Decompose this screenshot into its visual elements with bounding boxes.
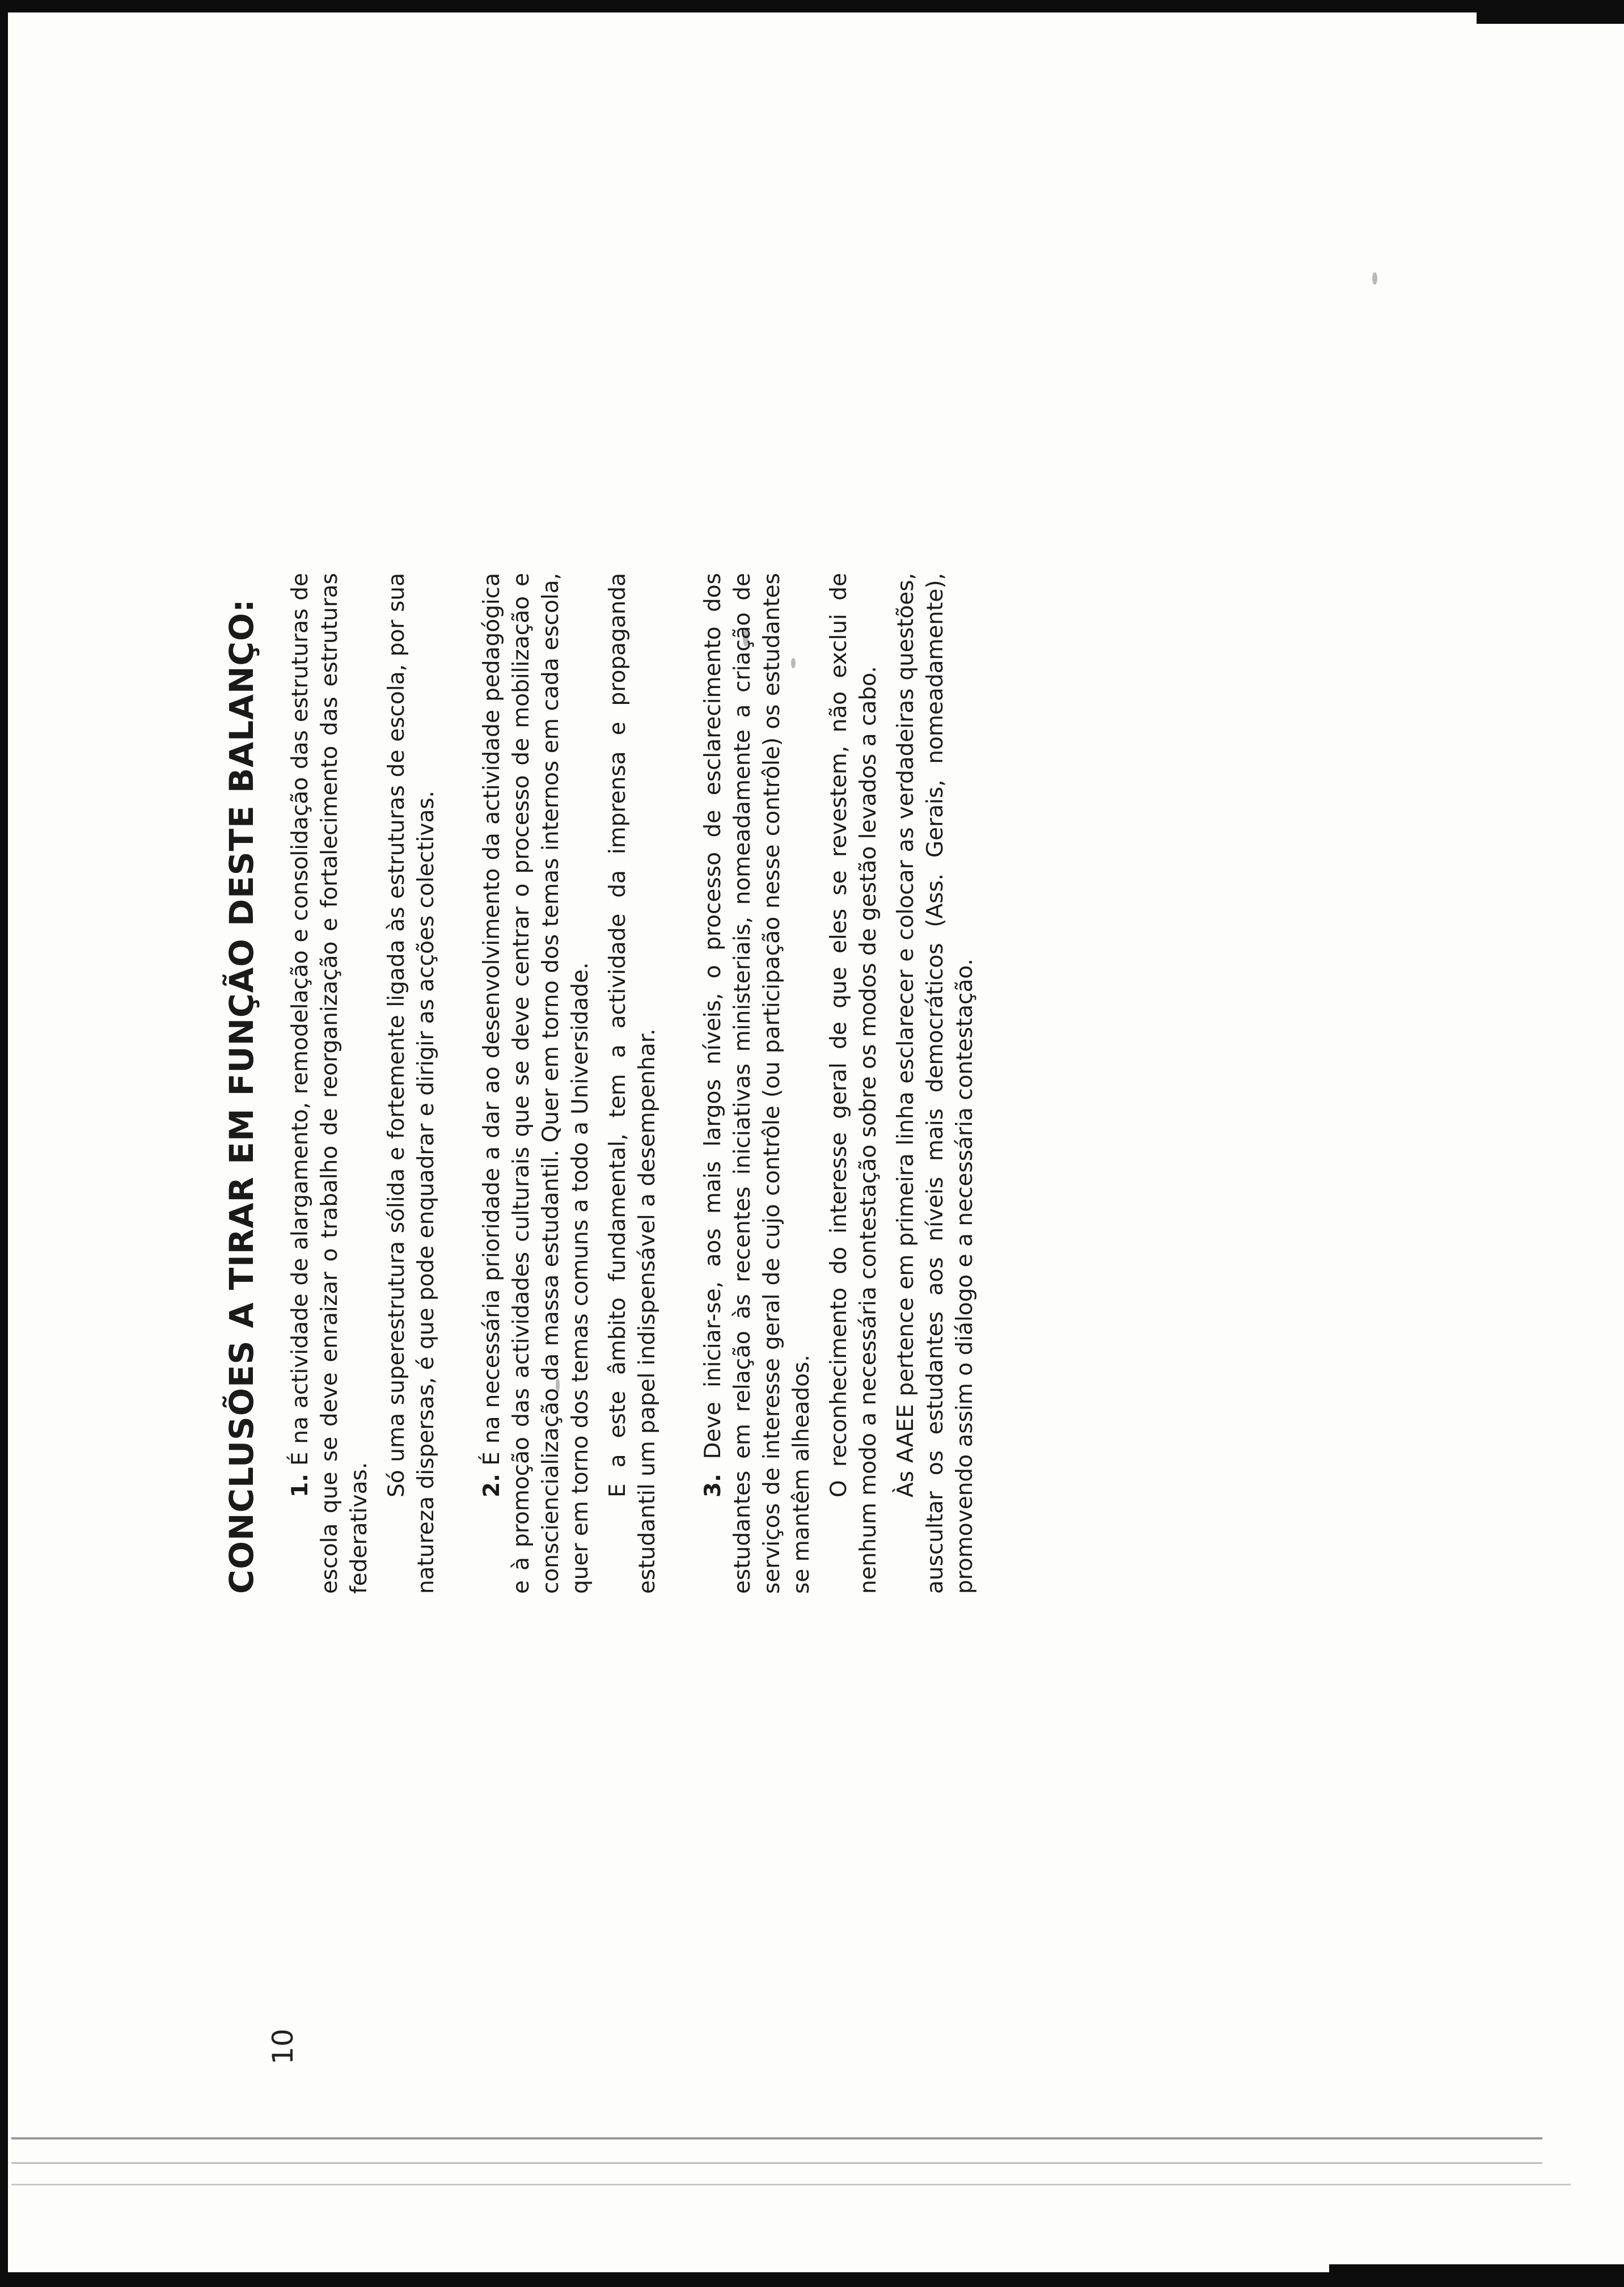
paragraph — [382, 573, 441, 1594]
paragraph-number: 1. — [287, 1474, 313, 1497]
paragraph-text: Deve iniciar-se, aos mais largos níveis, o processo de esclarecimento dos estudantes em relação às recentes iniciativas ministeriais, nomeadamente a criação de serviços de interesse geral de cujo contrôle (ou participação nesse contrôle) os estudantes se mantêm alheados. — [700, 573, 814, 1594]
paragraph-text: Às AAEE pertence em primeira linha esclarecer e colocar as verdadeiras questões, auscultar os estudantes aos níveis mais democráticos (Ass. Gerais, nomeadamente), promovendo assim o diálogo e a necessária contestação. — [893, 573, 978, 1594]
paragraph-text: O reconhecimento do interesse geral de que eles se revestem, não exclui de nenhum modo a necessária contestação sobre os modos de gestão levados a cabo. — [826, 573, 881, 1594]
scan-rule-line — [11, 2137, 1542, 2140]
paragraph — [603, 573, 662, 1594]
scan-rule-line — [11, 2184, 1571, 2185]
paragraph — [477, 573, 595, 1594]
paragraph — [699, 573, 817, 1594]
scan-rule-line — [11, 2162, 1542, 2164]
scan-edge-top — [0, 0, 1624, 12]
paragraph-text: Só uma superestrutura sólida e fortemente ligada às estruturas de escola, por sua natureza dispersas, é que pode enquadrar e dirigir as acções colectivas. — [384, 573, 439, 1594]
paragraph-text: É na necessária prioridade a dar ao desenvolvimento da actividade pedagógica e à promoção das actividades culturais que se deve centrar o processo de mobilização e consciencialização da massa estudantil. Quer em torno dos temas internos em cada escola, quer em torno dos temas comuns a todo a Universidade. — [479, 573, 593, 1594]
scan-edge-left — [0, 0, 8, 2287]
page-number-container — [267, 2014, 312, 2082]
paragraph — [891, 573, 980, 1594]
paragraph — [824, 573, 883, 1594]
paragraph — [286, 573, 374, 1594]
document-title: CONCLUSÕES A TIRAR EM FUNÇÃO DESTE BALANÇO: — [222, 598, 261, 1594]
paragraph-number: 3. — [700, 1474, 726, 1497]
document-body — [221, 573, 980, 1594]
page-number: 10 — [267, 2028, 299, 2065]
scan-edge-top-right — [1477, 8, 1624, 24]
paragraph-number: 2. — [479, 1474, 505, 1497]
paragraph-text: É na actividade de alargamento, remodelação e consolidação das estruturas de escola que se deve enraizar o trabalho de reorganização e fortalecimento das estruturas federativas. — [287, 573, 372, 1594]
scan-edge-bottom-right — [1329, 2264, 1624, 2277]
paragraph-text: E a este âmbito fundamental, tem a actividade da imprensa e propaganda estudantil um papel indispensável a desempenhar. — [605, 573, 660, 1594]
scan-speck — [1372, 272, 1377, 285]
